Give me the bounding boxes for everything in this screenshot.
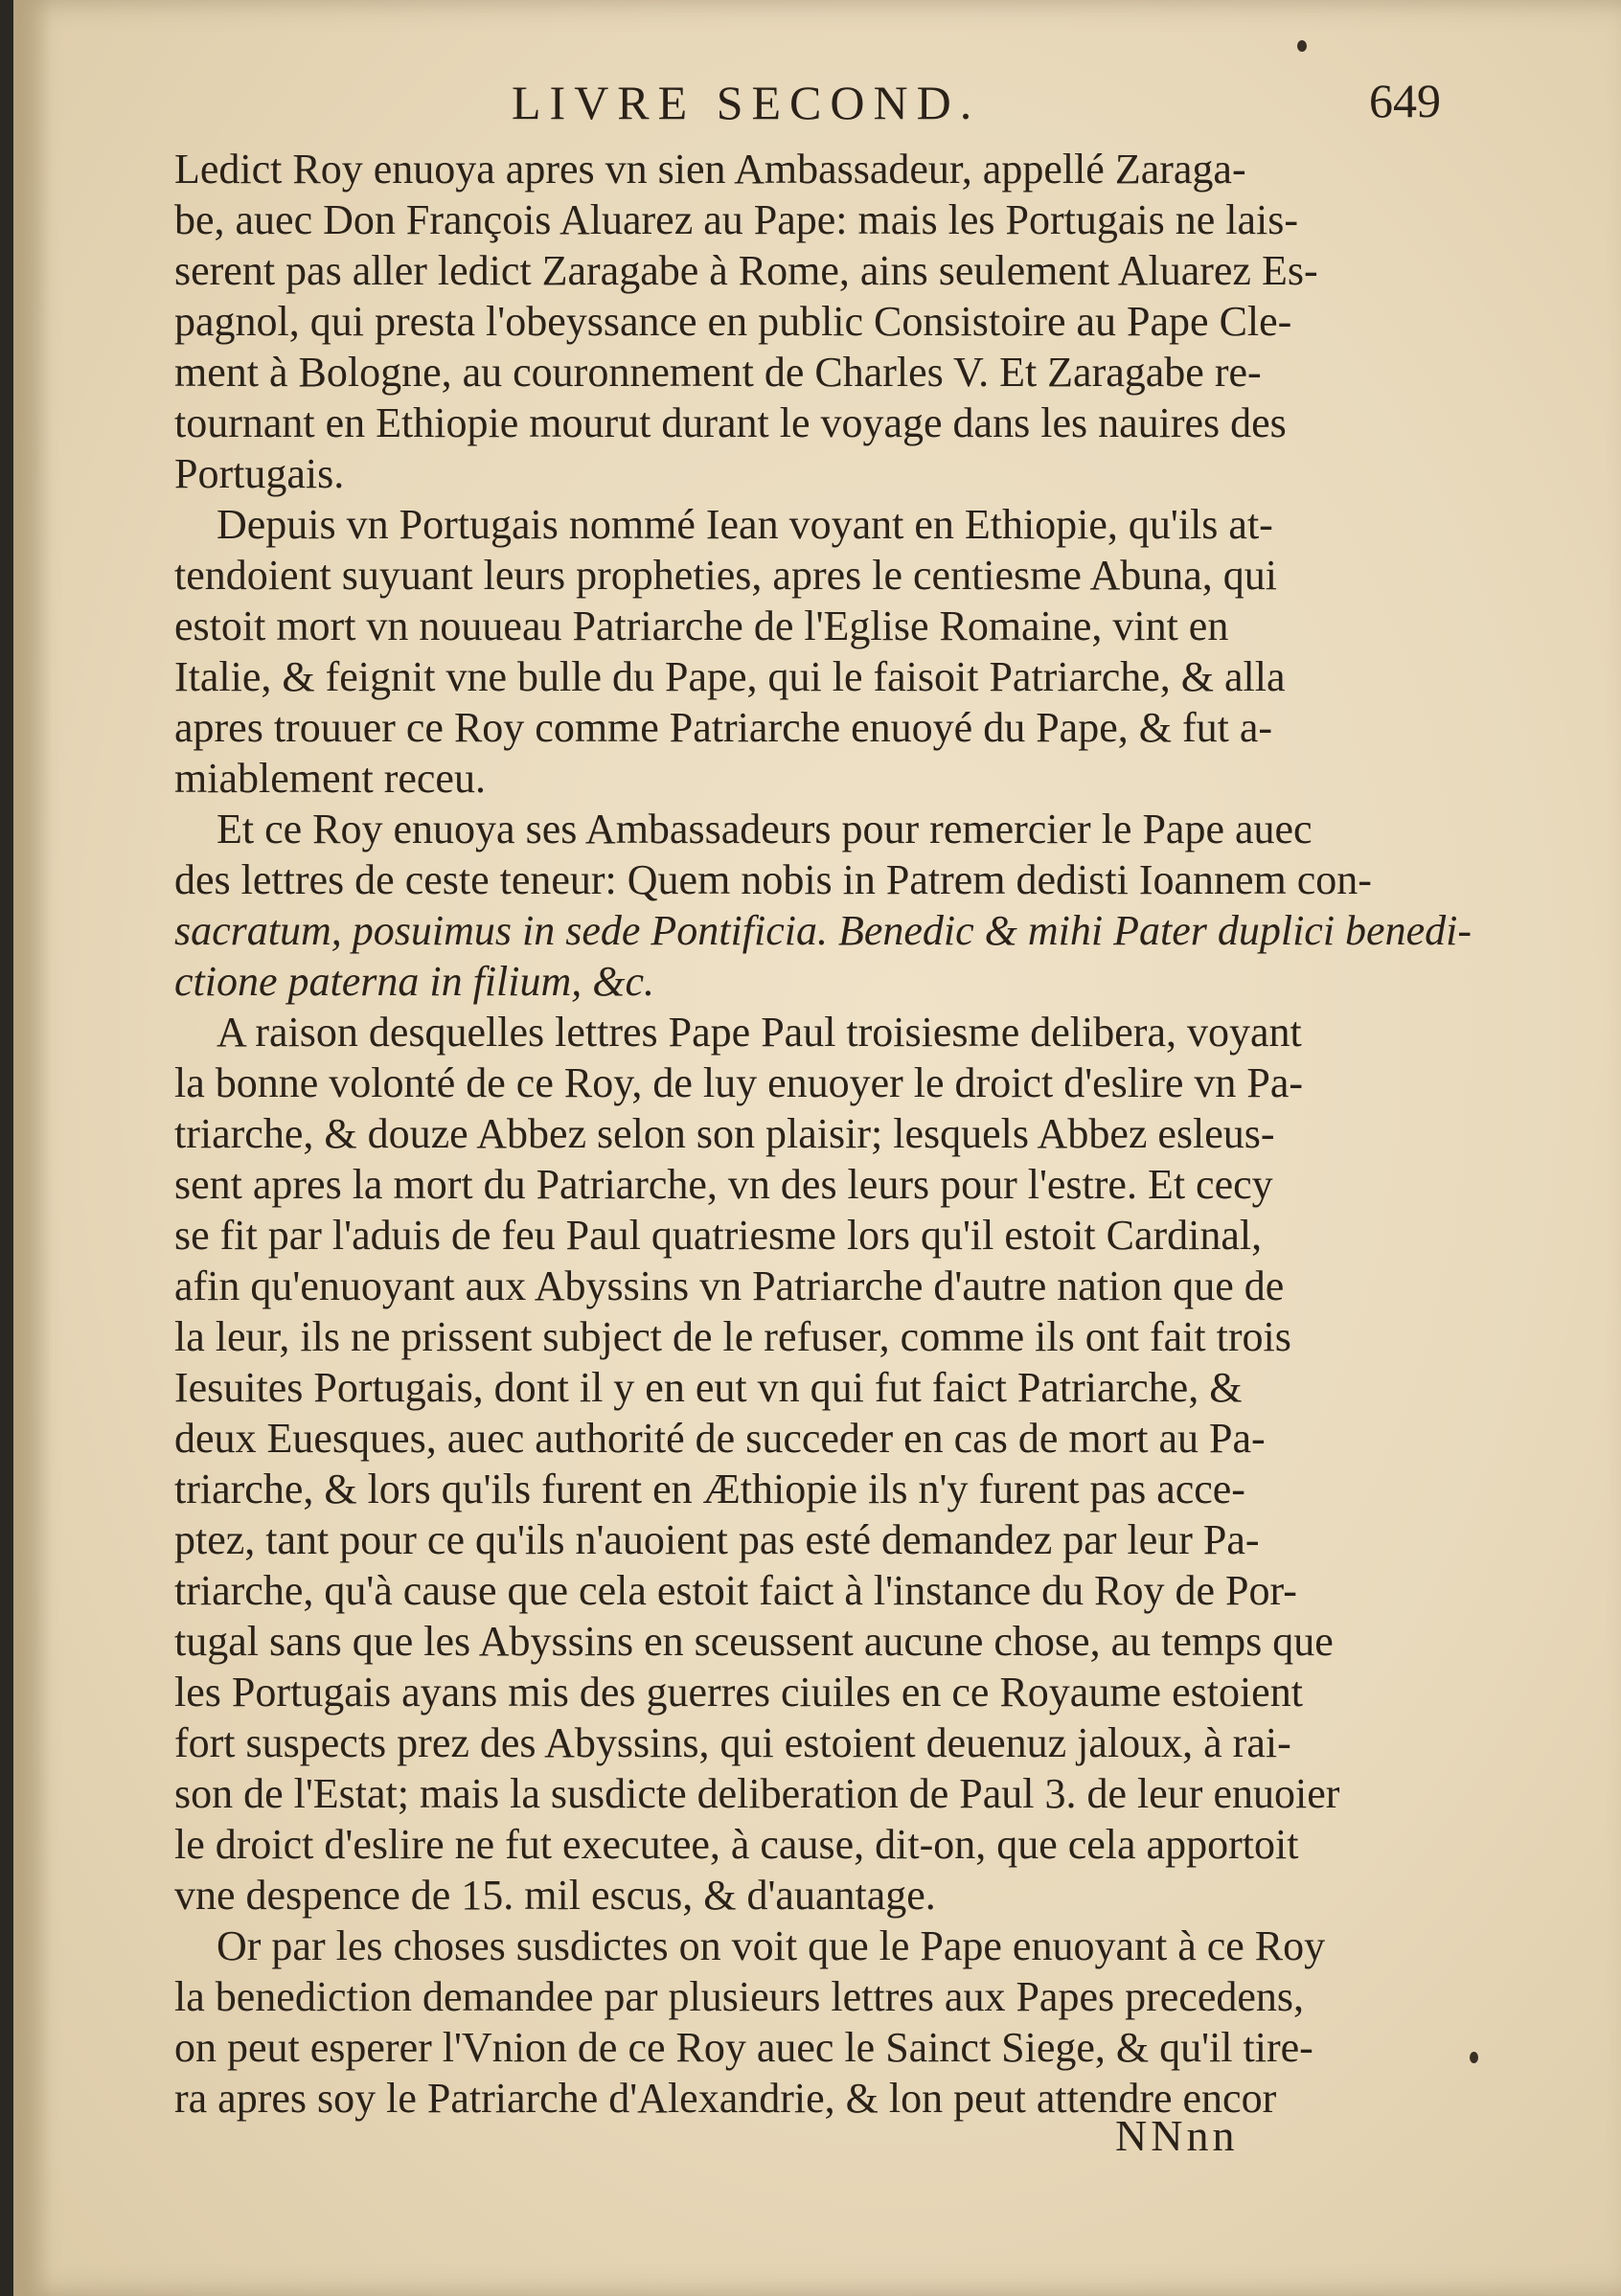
text-line: Ledict Roy enuoya apres vn sien Ambassadeur, appellé Zaraga- xyxy=(174,146,1246,193)
text-line: triarche, & lors qu'ils furent en Æthiopie ils n'y furent pas acce- xyxy=(174,1466,1245,1512)
text-line: son de l'Estat; mais la susdicte deliberation de Paul 3. de leur enuoier xyxy=(174,1770,1340,1817)
text-line: afin qu'enuoyant aux Abyssins vn Patriarche d'autre nation que de xyxy=(174,1262,1285,1309)
page-number: 649 xyxy=(1369,74,1441,127)
text-line: miablement receu. xyxy=(174,755,486,802)
text-line: la leur, ils ne prissent subject de le refuser, comme ils ont fait trois xyxy=(174,1313,1291,1360)
text-line: des lettres de ceste teneur: Quem nobis in Patrem dedisti Ioannem con- xyxy=(174,856,1372,903)
text-line: apres trouuer ce Roy comme Patriarche enuoyé du Pape, & fut a- xyxy=(174,704,1273,751)
paragraph-start: Or par les choses susdictes on voit que le Pape enuoyant à ce Roy xyxy=(217,1922,1326,1969)
text-line: on peut esperer l'Vnion de ce Roy auec le Sainct Siege, & qu'il tire- xyxy=(174,2024,1313,2071)
text-line: la bonne volonté de ce Roy, de luy enuoyer le droict d'eslire vn Pa- xyxy=(174,1059,1304,1106)
running-title: LIVRE SECOND. xyxy=(512,76,981,129)
latin-quote-line: sacratum, posuimus in sede Pontificia. Benedic & mihi Pater duplici benedi- xyxy=(174,907,1472,954)
text-line: se fit par l'aduis de feu Paul quatriesme lors qu'il estoit Cardinal, xyxy=(174,1212,1263,1259)
text-line: les Portugais ayans mis des guerres ciuiles en ce Royaume estoient xyxy=(174,1669,1303,1716)
text-line: triarche, qu'à cause que cela estoit faict à l'instance du Roy de Por- xyxy=(174,1567,1297,1614)
text-line: sent apres la mort du Patriarche, vn des leurs pour l'estre. Et cecy xyxy=(174,1161,1273,1208)
paragraph-start: Et ce Roy enuoya ses Ambassadeurs pour remercier le Pape auec xyxy=(217,806,1313,852)
text-line: ptez, tant pour ce qu'ils n'auoient pas esté demandez par leur Pa- xyxy=(174,1516,1260,1563)
text-line: triarche, & douze Abbez selon son plaisir; lesquels Abbez esleus- xyxy=(174,1110,1275,1157)
running-head xyxy=(167,67,1441,134)
main-text xyxy=(174,144,1472,2124)
text-line: ment à Bologne, au couronnement de Charles V. Et Zaragabe re- xyxy=(174,349,1262,396)
paragraph-start: Depuis vn Portugais nommé Iean voyant en Ethiopie, qu'ils at- xyxy=(217,501,1273,548)
text-line: Iesuites Portugais, dont il y en eut vn qui fut faict Patriarche, & xyxy=(174,1364,1243,1411)
page-gutter xyxy=(13,0,52,2296)
text-line: le droict d'eslire ne fut executee, à cause, dit-on, que cela apportoit xyxy=(174,1821,1299,1868)
text-line: Italie, & feignit vne bulle du Pape, qui le faisoit Patriarche, & alla xyxy=(174,653,1286,700)
text-line: serent pas aller ledict Zaragabe à Rome, ains seulement Aluarez Es- xyxy=(174,247,1318,294)
ink-spot xyxy=(1470,2052,1478,2063)
text-line: fort suspects prez des Abyssins, qui estoient deuenuz jaloux, à rai- xyxy=(174,1719,1291,1766)
text-line: la benediction demandee par plusieurs lettres aux Papes precedens, xyxy=(174,1973,1304,2020)
ink-spot xyxy=(1297,40,1307,52)
text-line: vne despence de 15. mil escus, & d'auantage. xyxy=(174,1872,936,1919)
text-line: pagnol, qui presta l'obeyssance en public Consistoire au Pape Cle- xyxy=(174,298,1292,345)
text-line: estoit mort vn nouueau Patriarche de l'Eglise Romaine, vint en xyxy=(174,602,1229,649)
text-line: tugal sans que les Abyssins en sceussent aucune chose, au temps que xyxy=(174,1618,1334,1665)
paragraph-start: A raison desquelles lettres Pape Paul troisiesme delibera, voyant xyxy=(217,1009,1302,1056)
book-page xyxy=(13,0,1621,2296)
text-line: tournant en Ethiopie mourut durant le voyage dans les nauires des xyxy=(174,399,1287,446)
text-line: be, auec Don François Aluarez au Pape: mais les Portugais ne lais- xyxy=(174,196,1299,243)
text-line: ra apres soy le Patriarche d'Alexandrie, & lon peut attendre encor xyxy=(174,2075,1277,2122)
text-line: tendoient suyuant leurs propheties, apres le centiesme Abuna, qui xyxy=(174,552,1278,599)
signature-mark: NNnn xyxy=(1115,2111,1239,2160)
text-line: Portugais. xyxy=(174,450,345,497)
text-line: deux Euesques, auec authorité de succeder en cas de mort au Pa- xyxy=(174,1415,1266,1462)
latin-quote-line: ctione paterna in filium, &c. xyxy=(174,958,655,1005)
